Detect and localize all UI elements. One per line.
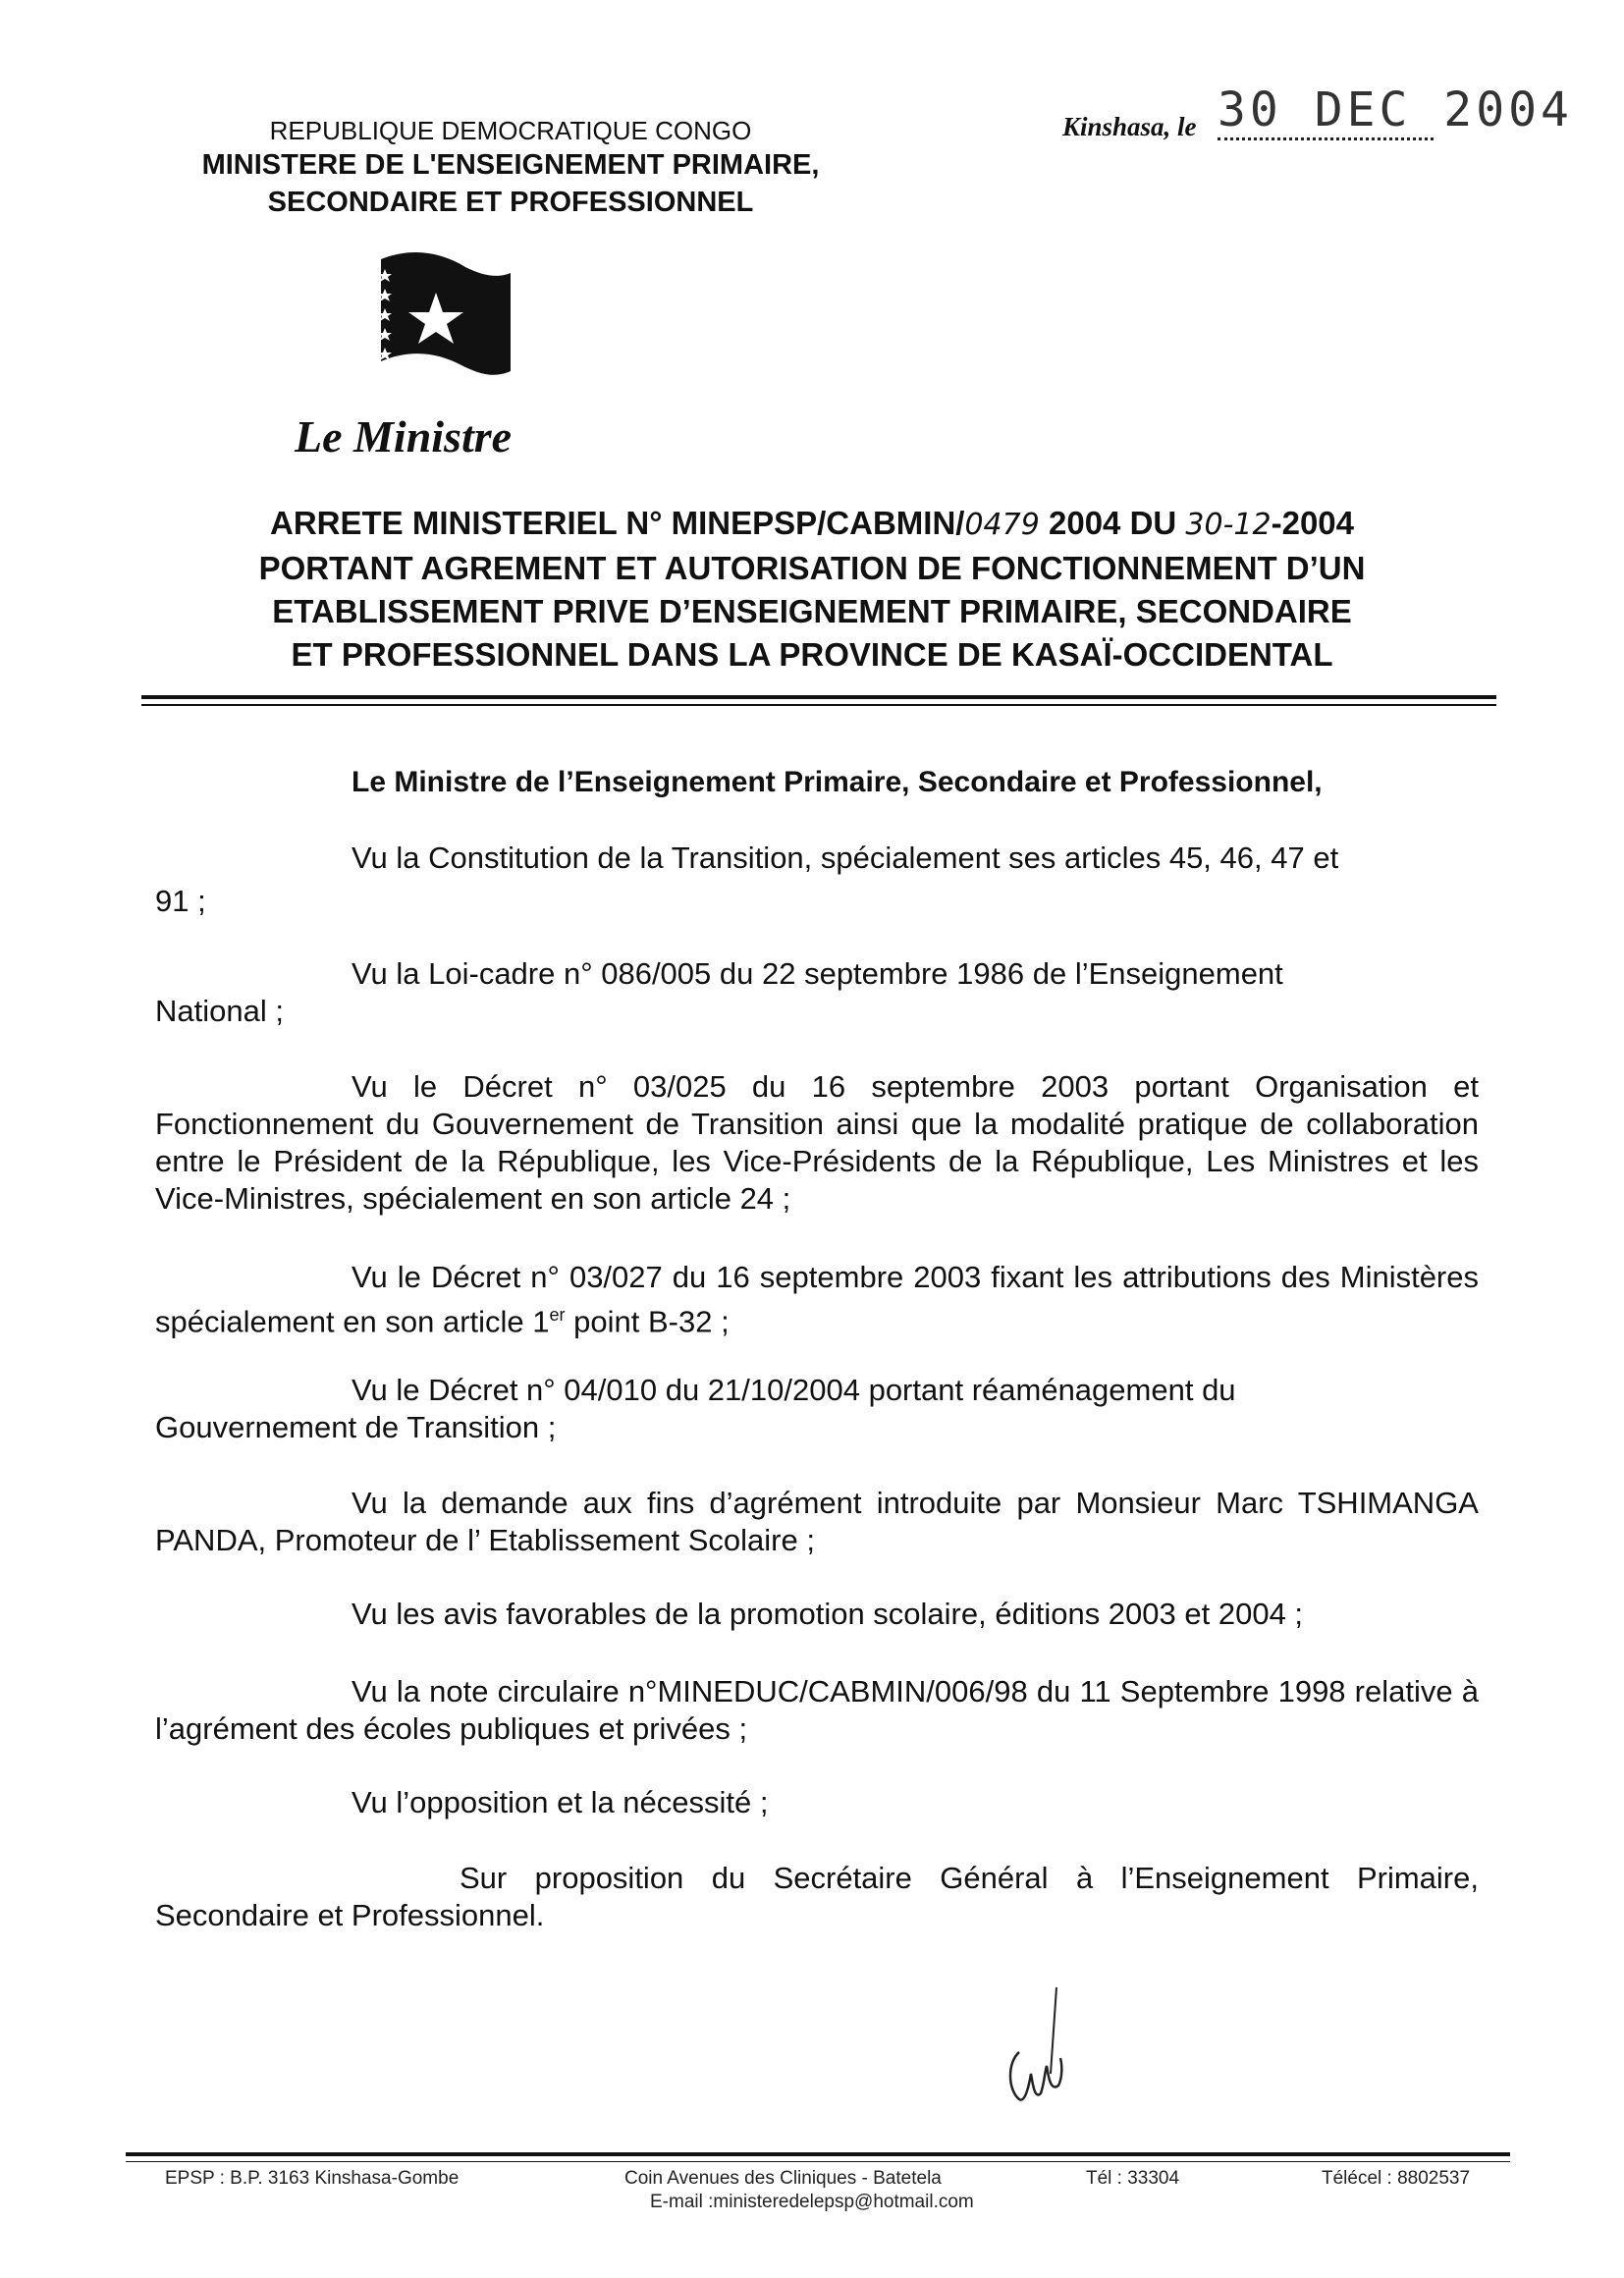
decree-number-handwritten: 0479 [964,508,1040,542]
flag-emblem-icon [371,245,518,398]
footer-address: EPSP : B.P. 3163 Kinshasa-Gombe [165,2168,460,2189]
recital-constitution-cont: 91 ; [155,884,206,918]
recital-opposition: Vu l’opposition et la nécessité ; [352,1785,769,1819]
decree-suffix: -2004 [1271,505,1355,541]
decree-middle: 2004 DU [1039,505,1186,541]
place-date-label: Kinshasa, le [1062,112,1197,141]
recital-decret-03-027: Vu le Décret n° 03/027 du 16 septembre 2003 fixant les attributions des Ministères spécialement en son article 1er point B-32 ; [155,1260,1479,1339]
recital-decret-03-025: Vu le Décret n° 03/025 du 16 septembre 2003 portant Organisation et Fonctionnement du Gouvernement de Transition ainsi que la modalité pratique de collaboration entre le Président de la République, les Vice-Présidents de la République, Les Ministres et les Vice-Ministres, spécialement en son article 24 ; [155,1069,1479,1216]
recital-avis: Vu les avis favorables de la promotion scolaire, éditions 2003 et 2004 ; [352,1597,1304,1631]
decree-title-line1 [147,505,1477,542]
title-rule-thick [141,695,1496,699]
recital-proposition: Sur proposition du Secrétaire Général à l’Enseignement Primaire, Secondaire et Professionnel. [155,1861,1479,1932]
recital-demande: Vu la demande aux fins d’agrément introduite par Monsieur Marc TSHIMANGA PANDA, Promoteur de l’ Etablissement Scolaire ; [155,1486,1479,1557]
footer-fax: Télécel : 8802537 [1322,2168,1471,2189]
preamble-lead: Le Ministre de l’Enseignement Primaire, Secondaire et Professionnel, [352,766,1323,798]
handwritten-initials-icon [1001,1983,1080,2126]
decree-title-line3: ETABLISSEMENT PRIVE D’ENSEIGNEMENT PRIMAIRE, SECONDAIRE [272,593,1352,629]
recital-loi-cadre-cont: National ; [155,994,284,1028]
header-ministry: MINISTERE DE L'ENSEIGNEMENT PRIMAIRE, [201,149,820,181]
recital-decret-04-010-cont: Gouvernement de Transition ; [155,1410,557,1444]
footer-email: E-mail :ministeredelepsp@hotmail.com [650,2192,974,2212]
header-ministry-cont: SECONDAIRE ET PROFESSIONNEL [267,187,754,218]
date-dotted-line [1218,137,1434,140]
footer-rule-thin [126,2161,1510,2162]
footer-tel: Tél : 33304 [1086,2168,1180,2189]
footer-corner: Coin Avenues des Cliniques - Batetela [624,2168,942,2189]
header-republic: REPUBLIQUE DEMOCRATIQUE CONGO [269,116,752,145]
title-rule-thin [141,704,1496,706]
decree-prefix: ARRETE MINISTERIEL N° MINEPSP/CABMIN/ [269,505,965,541]
recital-note-circulaire: Vu la note circulaire n°MINEDUC/CABMIN/006/98 du 11 Septembre 1998 relative à l’agrément des écoles publiques et privées ; [155,1674,1479,1746]
minister-label: Le Ministre [295,411,513,461]
recital-constitution: Vu la Constitution de la Transition, spécialement ses articles 45, 46, 47 et [352,841,1339,875]
recital-loi-cadre: Vu la Loi-cadre n° 086/005 du 22 septembre 1986 de l’Enseignement [352,956,1283,991]
decree-title-line4: ET PROFESSIONNEL DANS LA PROVINCE DE KASAÏ-OCCIDENTAL [291,636,1333,673]
date-stamp: 30 DEC 2004 [1218,82,1573,137]
footer-rule-thick [126,2152,1510,2156]
recital-decret-04-010: Vu le Décret n° 04/010 du 21/10/2004 portant réaménagement du [352,1373,1236,1407]
decree-date-handwritten: 30-12 [1185,508,1272,542]
decree-title-line2: PORTANT AGREMENT ET AUTORISATION DE FONCTIONNEMENT D’UN [258,550,1366,586]
